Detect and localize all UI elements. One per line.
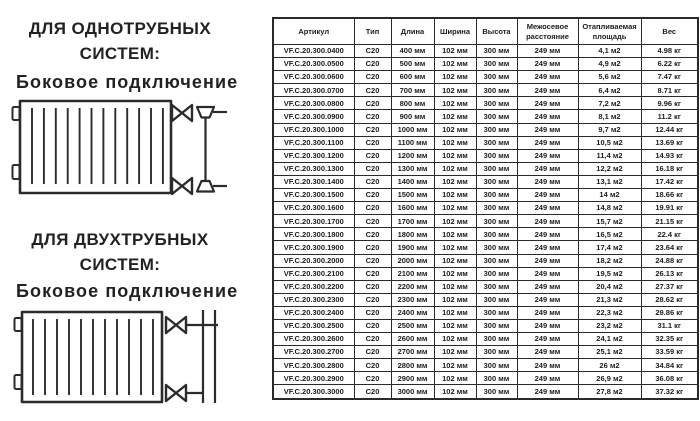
table-cell: 102 мм bbox=[434, 319, 476, 332]
table-cell: VF.C.20.300.1100 bbox=[273, 136, 354, 149]
table-cell: 249 мм bbox=[517, 84, 578, 97]
radiator-bracket-icon bbox=[15, 318, 22, 389]
table-row bbox=[273, 149, 698, 162]
table-cell: C20 bbox=[354, 97, 391, 110]
radiator-bracket-icon bbox=[13, 107, 20, 179]
table-cell: 249 мм bbox=[517, 254, 578, 267]
table-cell: 249 мм bbox=[517, 372, 578, 385]
table-cell: 102 мм bbox=[434, 280, 476, 293]
table-cell: 6,4 м2 bbox=[578, 84, 641, 97]
table-cell: VF.C.20.300.2500 bbox=[273, 319, 354, 332]
table-cell: 8,1 м2 bbox=[578, 110, 641, 123]
table-cell: 36.08 кг bbox=[641, 372, 698, 385]
table-cell: 1200 мм bbox=[391, 149, 434, 162]
table-row bbox=[273, 189, 698, 202]
table-cell: VF.C.20.300.3000 bbox=[273, 385, 354, 399]
table-cell: 13.69 кг bbox=[641, 136, 698, 149]
table-row bbox=[273, 228, 698, 241]
table-cell: VF.C.20.300.0900 bbox=[273, 110, 354, 123]
spec-table bbox=[272, 17, 699, 400]
table-row bbox=[273, 71, 698, 84]
table-cell: 102 мм bbox=[434, 136, 476, 149]
table-cell: 11,4 м2 bbox=[578, 149, 641, 162]
table-cell: VF.C.20.300.1800 bbox=[273, 228, 354, 241]
table-cell: 600 мм bbox=[391, 71, 434, 84]
table-cell: 249 мм bbox=[517, 110, 578, 123]
table-cell: 2600 мм bbox=[391, 333, 434, 346]
table-cell: 102 мм bbox=[434, 84, 476, 97]
table-header bbox=[273, 18, 698, 45]
table-cell: 26 м2 bbox=[578, 359, 641, 372]
table-row bbox=[273, 306, 698, 319]
table-cell: 13,1 м2 bbox=[578, 175, 641, 188]
table-cell: VF.C.20.300.1200 bbox=[273, 149, 354, 162]
table-cell: 102 мм bbox=[434, 149, 476, 162]
table-cell: 4.98 кг bbox=[641, 45, 698, 58]
table-row bbox=[273, 175, 698, 188]
table-cell: 18.66 кг bbox=[641, 189, 698, 202]
table-cell: 31.1 кг bbox=[641, 319, 698, 332]
table-row bbox=[273, 254, 698, 267]
table-cell: 17.42 кг bbox=[641, 175, 698, 188]
table-cell: 1300 мм bbox=[391, 162, 434, 175]
table-cell: 300 мм bbox=[476, 84, 517, 97]
table-cell: VF.C.20.300.1300 bbox=[273, 162, 354, 175]
column-header: Отапливаемая площадь bbox=[578, 18, 641, 45]
table-cell: 300 мм bbox=[476, 189, 517, 202]
table-cell: 28.62 кг bbox=[641, 293, 698, 306]
table-cell: VF.C.20.300.0700 bbox=[273, 84, 354, 97]
column-header: Тип bbox=[354, 18, 391, 45]
table-cell: C20 bbox=[354, 293, 391, 306]
section2-subtitle: Боковое подключение bbox=[16, 281, 239, 301]
header-row bbox=[273, 18, 698, 45]
table-cell: 2000 мм bbox=[391, 254, 434, 267]
table-cell: 7,2 м2 bbox=[578, 97, 641, 110]
table-cell: 102 мм bbox=[434, 346, 476, 359]
table-cell: 249 мм bbox=[517, 293, 578, 306]
table-cell: VF.C.20.300.1700 bbox=[273, 215, 354, 228]
table-cell: VF.C.20.300.2900 bbox=[273, 372, 354, 385]
table-cell: 249 мм bbox=[517, 306, 578, 319]
table-cell: 29.86 кг bbox=[641, 306, 698, 319]
table-cell: 500 мм bbox=[391, 58, 434, 71]
table-row bbox=[273, 136, 698, 149]
table-cell: 300 мм bbox=[476, 97, 517, 110]
table-cell: 249 мм bbox=[517, 162, 578, 175]
table-cell: 3000 мм bbox=[391, 385, 434, 399]
table-cell: C20 bbox=[354, 346, 391, 359]
table-cell: 19,5 м2 bbox=[578, 267, 641, 280]
table-cell: 10,5 м2 bbox=[578, 136, 641, 149]
table-cell: C20 bbox=[354, 58, 391, 71]
table-cell: 300 мм bbox=[476, 58, 517, 71]
table-cell: 249 мм bbox=[517, 202, 578, 215]
table-cell: VF.C.20.300.2800 bbox=[273, 359, 354, 372]
table-cell: VF.C.20.300.1500 bbox=[273, 189, 354, 202]
table-cell: 5,6 м2 bbox=[578, 71, 641, 84]
table-cell: 249 мм bbox=[517, 58, 578, 71]
table-cell: C20 bbox=[354, 306, 391, 319]
table-cell: VF.C.20.300.1600 bbox=[273, 202, 354, 215]
table-row bbox=[273, 346, 698, 359]
table-row bbox=[273, 202, 698, 215]
table-row bbox=[273, 333, 698, 346]
table-cell: 102 мм bbox=[434, 71, 476, 84]
table-cell: 300 мм bbox=[476, 110, 517, 123]
table-cell: 25,1 м2 bbox=[578, 346, 641, 359]
table-cell: 102 мм bbox=[434, 97, 476, 110]
table-cell: 2500 мм bbox=[391, 319, 434, 332]
table-cell: 34.84 кг bbox=[641, 359, 698, 372]
table-cell: C20 bbox=[354, 319, 391, 332]
table-row bbox=[273, 385, 698, 399]
table-cell: 102 мм bbox=[434, 45, 476, 58]
table-cell: 300 мм bbox=[476, 202, 517, 215]
table-body bbox=[273, 45, 698, 399]
table-cell: 400 мм bbox=[391, 45, 434, 58]
table-cell: C20 bbox=[354, 372, 391, 385]
table-cell: C20 bbox=[354, 333, 391, 346]
table-cell: 1100 мм bbox=[391, 136, 434, 149]
table-row bbox=[273, 293, 698, 306]
table-cell: 249 мм bbox=[517, 385, 578, 399]
table-cell: 249 мм bbox=[517, 359, 578, 372]
table-cell: 249 мм bbox=[517, 319, 578, 332]
table-cell: 102 мм bbox=[434, 175, 476, 188]
table-cell: 300 мм bbox=[476, 45, 517, 58]
table-cell: 19.91 кг bbox=[641, 202, 698, 215]
table-cell: 102 мм bbox=[434, 372, 476, 385]
table-cell: 300 мм bbox=[476, 123, 517, 136]
table-cell: 249 мм bbox=[517, 267, 578, 280]
table-cell: C20 bbox=[354, 202, 391, 215]
table-cell: 249 мм bbox=[517, 333, 578, 346]
table-cell: 249 мм bbox=[517, 189, 578, 202]
table-cell: 27.37 кг bbox=[641, 280, 698, 293]
radiator-diagram-two-pipe bbox=[8, 300, 268, 412]
table-cell: 26,9 м2 bbox=[578, 372, 641, 385]
table-cell: 2800 мм bbox=[391, 359, 434, 372]
section2-title-line2: СИСТЕМ: bbox=[79, 255, 161, 274]
column-header: Длина bbox=[391, 18, 434, 45]
pipe-union-top-icon bbox=[197, 107, 214, 118]
table-cell: 1400 мм bbox=[391, 175, 434, 188]
table-cell: 22,3 м2 bbox=[578, 306, 641, 319]
table-cell: VF.C.20.300.0500 bbox=[273, 58, 354, 71]
table-cell: 2900 мм bbox=[391, 372, 434, 385]
table-row bbox=[273, 45, 698, 58]
table-cell: 300 мм bbox=[476, 215, 517, 228]
table-cell: 249 мм bbox=[517, 97, 578, 110]
table-cell: 17,4 м2 bbox=[578, 241, 641, 254]
table-cell: 37.32 кг bbox=[641, 385, 698, 399]
table-cell: 300 мм bbox=[476, 241, 517, 254]
table-cell: 21.15 кг bbox=[641, 215, 698, 228]
return-valve-icon bbox=[172, 178, 192, 194]
table-cell: VF.C.20.300.2200 bbox=[273, 280, 354, 293]
table-cell: C20 bbox=[354, 136, 391, 149]
table-row bbox=[273, 319, 698, 332]
table-cell: VF.C.20.300.2600 bbox=[273, 333, 354, 346]
table-row bbox=[273, 84, 698, 97]
table-cell: VF.C.20.300.1400 bbox=[273, 175, 354, 188]
table-cell: 9,7 м2 bbox=[578, 123, 641, 136]
table-cell: C20 bbox=[354, 215, 391, 228]
table-cell: VF.C.20.300.2100 bbox=[273, 267, 354, 280]
table-cell: 300 мм bbox=[476, 267, 517, 280]
pipe-union-bottom-icon bbox=[197, 181, 214, 192]
section1-title bbox=[6, 16, 234, 66]
table-cell: 102 мм bbox=[434, 58, 476, 71]
table-cell: 4,9 м2 bbox=[578, 58, 641, 71]
table-cell: 249 мм bbox=[517, 123, 578, 136]
table-cell: VF.C.20.300.0600 bbox=[273, 71, 354, 84]
table-cell: 20,4 м2 bbox=[578, 280, 641, 293]
table-cell: VF.C.20.300.0400 bbox=[273, 45, 354, 58]
table-cell: 8.71 кг bbox=[641, 84, 698, 97]
table-cell: 300 мм bbox=[476, 372, 517, 385]
table-cell: C20 bbox=[354, 175, 391, 188]
radiator-body bbox=[20, 101, 171, 193]
table-cell: C20 bbox=[354, 84, 391, 97]
table-cell: 300 мм bbox=[476, 333, 517, 346]
table-cell: 249 мм bbox=[517, 175, 578, 188]
section2-title-line1: ДЛЯ ДВУХТРУБНЫХ bbox=[31, 230, 209, 249]
table-cell: 300 мм bbox=[476, 319, 517, 332]
table-cell: 2200 мм bbox=[391, 280, 434, 293]
table-cell: VF.C.20.300.1000 bbox=[273, 123, 354, 136]
table-cell: 300 мм bbox=[476, 254, 517, 267]
table-cell: 102 мм bbox=[434, 228, 476, 241]
table-cell: VF.C.20.300.2400 bbox=[273, 306, 354, 319]
table-cell: 249 мм bbox=[517, 280, 578, 293]
table-cell: C20 bbox=[354, 110, 391, 123]
table-cell: 16.18 кг bbox=[641, 162, 698, 175]
table-cell: 15,7 м2 bbox=[578, 215, 641, 228]
table-cell: 800 мм bbox=[391, 97, 434, 110]
table-row bbox=[273, 241, 698, 254]
table-row bbox=[273, 280, 698, 293]
table-cell: 2400 мм bbox=[391, 306, 434, 319]
table-cell: 102 мм bbox=[434, 189, 476, 202]
table-cell: 102 мм bbox=[434, 359, 476, 372]
table-cell: 6.22 кг bbox=[641, 58, 698, 71]
table-cell: 300 мм bbox=[476, 293, 517, 306]
table-cell: 24.88 кг bbox=[641, 254, 698, 267]
table-cell: 300 мм bbox=[476, 228, 517, 241]
table-cell: 33.59 кг bbox=[641, 346, 698, 359]
table-cell: 102 мм bbox=[434, 385, 476, 399]
table-row bbox=[273, 110, 698, 123]
table-row bbox=[273, 359, 698, 372]
table-cell: 300 мм bbox=[476, 280, 517, 293]
table-cell: 300 мм bbox=[476, 359, 517, 372]
table-cell: 300 мм bbox=[476, 71, 517, 84]
table-cell: 102 мм bbox=[434, 306, 476, 319]
table-cell: 23.64 кг bbox=[641, 241, 698, 254]
table-cell: 300 мм bbox=[476, 346, 517, 359]
table-cell: VF.C.20.300.0800 bbox=[273, 97, 354, 110]
table-cell: 2300 мм bbox=[391, 293, 434, 306]
table-cell: 300 мм bbox=[476, 175, 517, 188]
table-cell: VF.C.20.300.2300 bbox=[273, 293, 354, 306]
table-cell: C20 bbox=[354, 189, 391, 202]
table-cell: 1600 мм bbox=[391, 202, 434, 215]
table-cell: VF.C.20.300.1900 bbox=[273, 241, 354, 254]
table-row bbox=[273, 162, 698, 175]
table-cell: 300 мм bbox=[476, 149, 517, 162]
table-cell: 26.13 кг bbox=[641, 267, 698, 280]
table-cell: 11.2 кг bbox=[641, 110, 698, 123]
table-cell: 14.93 кг bbox=[641, 149, 698, 162]
table-cell: 900 мм bbox=[391, 110, 434, 123]
section1-subtitle: Боковое подключение bbox=[16, 72, 239, 92]
table-cell: 249 мм bbox=[517, 149, 578, 162]
column-header: Артикул bbox=[273, 18, 354, 45]
table-cell: 14 м2 bbox=[578, 189, 641, 202]
table-cell: 1700 мм bbox=[391, 215, 434, 228]
section1-title-line1: ДЛЯ ОДНОТРУБНЫХ bbox=[28, 19, 212, 38]
table-cell: 16,5 м2 bbox=[578, 228, 641, 241]
supply-valve-icon bbox=[172, 105, 192, 121]
table-cell: 1000 мм bbox=[391, 123, 434, 136]
table-cell: 12.44 кг bbox=[641, 123, 698, 136]
table-row bbox=[273, 123, 698, 136]
table-cell: 24,1 м2 bbox=[578, 333, 641, 346]
table-cell: 102 мм bbox=[434, 333, 476, 346]
table-cell: C20 bbox=[354, 280, 391, 293]
table-cell: 249 мм bbox=[517, 215, 578, 228]
table-cell: 32.35 кг bbox=[641, 333, 698, 346]
table-cell: 1500 мм bbox=[391, 189, 434, 202]
table-cell: 4,1 м2 bbox=[578, 45, 641, 58]
table-cell: 12,2 м2 bbox=[578, 162, 641, 175]
table-cell: C20 bbox=[354, 45, 391, 58]
table-cell: 22.4 кг bbox=[641, 228, 698, 241]
table-cell: 102 мм bbox=[434, 215, 476, 228]
table-cell: 9.96 кг bbox=[641, 97, 698, 110]
table-cell: 23,2 м2 bbox=[578, 319, 641, 332]
table-cell: 249 мм bbox=[517, 71, 578, 84]
radiator-diagram-single-pipe bbox=[8, 98, 268, 198]
table-cell: VF.C.20.300.2000 bbox=[273, 254, 354, 267]
table-cell: C20 bbox=[354, 228, 391, 241]
table-cell: 249 мм bbox=[517, 241, 578, 254]
table-cell: 14,8 м2 bbox=[578, 202, 641, 215]
table-cell: 18,2 м2 bbox=[578, 254, 641, 267]
table-cell: 249 мм bbox=[517, 228, 578, 241]
radiator-fins bbox=[32, 108, 163, 184]
table-cell: C20 bbox=[354, 123, 391, 136]
table-cell: 102 мм bbox=[434, 202, 476, 215]
table-row bbox=[273, 372, 698, 385]
table-cell: 700 мм bbox=[391, 84, 434, 97]
table-cell: 102 мм bbox=[434, 241, 476, 254]
table-cell: 102 мм bbox=[434, 110, 476, 123]
return-valve-icon bbox=[166, 385, 186, 401]
table-cell: 2100 мм bbox=[391, 267, 434, 280]
table-cell: 300 мм bbox=[476, 162, 517, 175]
column-header: Межосевое расстояние bbox=[517, 18, 578, 45]
column-header: Ширина bbox=[434, 18, 476, 45]
table-row bbox=[273, 215, 698, 228]
table-row bbox=[273, 58, 698, 71]
table-cell: 249 мм bbox=[517, 45, 578, 58]
table-cell: C20 bbox=[354, 71, 391, 84]
table-cell: 7.47 кг bbox=[641, 71, 698, 84]
table-cell: 249 мм bbox=[517, 346, 578, 359]
table-cell: 300 мм bbox=[476, 136, 517, 149]
table-cell: 21,3 м2 bbox=[578, 293, 641, 306]
table-cell: 27,8 м2 bbox=[578, 385, 641, 399]
table-cell: C20 bbox=[354, 162, 391, 175]
table-cell: VF.C.20.300.2700 bbox=[273, 346, 354, 359]
table-cell: 102 мм bbox=[434, 267, 476, 280]
table-cell: C20 bbox=[354, 254, 391, 267]
table-cell: C20 bbox=[354, 385, 391, 399]
column-header: Вес bbox=[641, 18, 698, 45]
table-cell: 102 мм bbox=[434, 254, 476, 267]
supply-valve-icon bbox=[166, 317, 186, 333]
column-header: Высота bbox=[476, 18, 517, 45]
table-cell: 2700 мм bbox=[391, 346, 434, 359]
table-cell: 249 мм bbox=[517, 136, 578, 149]
table-cell: 102 мм bbox=[434, 293, 476, 306]
table-cell: 1900 мм bbox=[391, 241, 434, 254]
table-cell: 1800 мм bbox=[391, 228, 434, 241]
table-cell: 102 мм bbox=[434, 123, 476, 136]
table-cell: C20 bbox=[354, 359, 391, 372]
section1-title-line2: СИСТЕМ: bbox=[79, 44, 161, 63]
table-row bbox=[273, 97, 698, 110]
table-cell: C20 bbox=[354, 267, 391, 280]
table-cell: 102 мм bbox=[434, 162, 476, 175]
radiator-fins bbox=[33, 319, 153, 395]
table-cell: 300 мм bbox=[476, 385, 517, 399]
table-cell: C20 bbox=[354, 149, 391, 162]
table-cell: C20 bbox=[354, 241, 391, 254]
table-row bbox=[273, 267, 698, 280]
section2-title bbox=[6, 227, 234, 277]
table-cell: 300 мм bbox=[476, 306, 517, 319]
